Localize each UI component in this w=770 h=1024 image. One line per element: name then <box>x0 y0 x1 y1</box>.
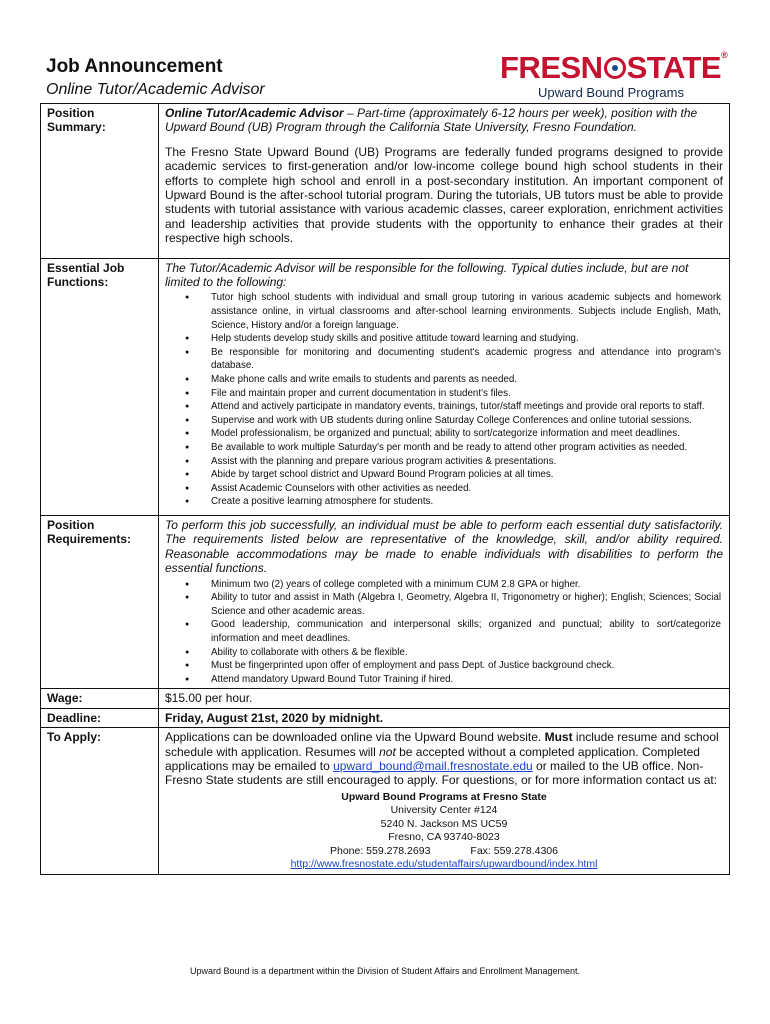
registered-mark: ® <box>721 50 728 60</box>
deadline-row <box>41 708 730 727</box>
apply-text: Applications can be downloaded online via the Upward Bound website. <box>164 730 545 745</box>
logo-subtitle: Upward Bound Programs <box>538 85 684 100</box>
list-item: ● Attend mandatory Upward Bound Tutor Training if hired. <box>211 673 723 687</box>
apply-text: be accepted without a completed application. Completed applications may be emailed to <box>164 744 700 773</box>
summary-content <box>158 104 729 259</box>
contact-org: Upward Bound Programs at Fresno State <box>341 790 547 803</box>
logo-wordmark <box>500 50 727 86</box>
contact-phone-fax <box>165 845 723 859</box>
page-title: Job Announcement <box>46 56 223 77</box>
contact-address-2: 5240 N. Jackson MS UC59 <box>380 817 508 830</box>
fresno-state-logo <box>500 50 740 102</box>
document-header <box>40 50 740 106</box>
wage-label: Wage: <box>41 689 159 708</box>
summary-paragraph: The Fresno State Upward Bound (UB) Programs are federally funded programs designed to provide academic services to first-generation and/or low-income college bound high school students in their efforts to complete high school and enroll in a post-secondary institution. An important component of Upward Bound is the after-school tutorial program. During the tutorials, UB tutors must be able to provide students with tutorial assistance with various academic classes, career exploration, enrichment activities and leadership activities that provide students with the opportunity to enhance their grades at their respective high schools. <box>164 144 723 246</box>
requirements-intro: To perform this job successfully, an individual must be able to perform each essential duty satisfactorily. The requirements listed below are representative of the knowledge, skill, and/or ability required. Reasonable accommodations may be made to enable individuals with disabilities to perform the essential functions. <box>164 517 723 576</box>
summary-intro-text: – Part-time (approximately 6-12 hours per week), position with the Upward Bound (UB) Program through the California State University, Fresno Foundation. <box>164 106 698 135</box>
list-item: ● Be responsible for monitoring and documenting student's academic progress and attendance into program's database. <box>211 346 723 373</box>
contact-address-1: University Center #124 <box>390 804 498 817</box>
summary-row <box>41 104 730 259</box>
list-item: ● Create a positive learning atmosphere for students. <box>211 495 723 509</box>
apply-text: include resume and school schedule with application. Resumes will <box>164 730 719 759</box>
functions-label: Essential Job Functions: <box>41 258 159 515</box>
list-item: ● Tutor high school students with individual and small group tutoring in various academic subjects and homework assistance online, in virtual classrooms and after-school learning environments. Subjects include English, Math, Science, History and/or a foreign language. <box>211 291 723 332</box>
requirements-label: Position Requirements: <box>41 515 159 688</box>
list-item: ● Abide by target school district and Upward Bound Program policies at all times. <box>211 468 723 482</box>
email-link[interactable]: upward_bound@mail.fresnostate.edu <box>333 758 533 773</box>
requirements-row <box>41 515 730 688</box>
apply-label: To Apply: <box>41 728 159 875</box>
apply-content <box>158 728 729 875</box>
functions-row <box>41 258 730 515</box>
list-item: ● Help students develop study skills and positive attitude toward learning and studying. <box>211 332 723 346</box>
list-item: ● Must be fingerprinted upon offer of employment and pass Dept. of Justice background check. <box>211 659 723 673</box>
list-item: ● Make phone calls and write emails to students and parents as needed. <box>211 373 723 387</box>
requirements-list <box>165 578 723 687</box>
deadline-label: Deadline: <box>41 708 159 727</box>
contact-url-line <box>165 858 723 872</box>
list-item: ● Assist Academic Counselors with other activities as needed. <box>211 482 723 496</box>
page-subtitle: Online Tutor/Academic Advisor <box>46 81 265 98</box>
list-item: ● Good leadership, communication and interpersonal skills; organized and punctual; ability to sort/categorize information and meet deadlines. <box>211 618 723 645</box>
requirements-content <box>158 515 729 688</box>
apply-must: Must <box>544 730 573 745</box>
logo-text-left: FRESN <box>500 50 603 85</box>
list-item: ● Ability to collaborate with others & be flexible. <box>211 646 723 660</box>
contact-phone: Phone: 559.278.2693 <box>329 844 431 857</box>
wage-value: $15.00 per hour. <box>158 689 729 708</box>
summary-intro-title: Online Tutor/Academic Advisor <box>164 106 344 120</box>
contact-block <box>165 791 723 872</box>
functions-intro: The Tutor/Academic Advisor will be responsible for the following. Typical duties include, but are not limited to the following: <box>164 260 689 290</box>
apply-text: or mailed to the UB office. Non-Fresno State students are still encouraged to apply. For questions, or for more information contact us at: <box>164 758 718 788</box>
functions-content <box>158 258 729 515</box>
apply-instructions <box>165 730 723 788</box>
list-item: ● Be available to work multiple Saturday's per month and be ready to attend other program activities as needed. <box>211 441 723 455</box>
contact-fax: Fax: 559.278.4306 <box>470 844 558 857</box>
functions-list <box>165 291 723 509</box>
list-item: ● Model professionalism, be organized and punctual; ability to sort/categorize information and meet deadlines. <box>211 427 723 441</box>
job-details-table <box>40 103 730 875</box>
list-item: ● Supervise and work with UB students during online Saturday College Conferences and online tutorial sessions. <box>211 414 723 428</box>
apply-row <box>41 728 730 875</box>
apply-not: not <box>379 744 396 759</box>
website-link[interactable]: http://www.fresnostate.edu/studentaffairs/upwardbound/index.html <box>290 858 598 871</box>
list-item: ● Ability to tutor and assist in Math (Algebra I, Geometry, Algebra II, Trigonometry or higher); English; Sciences; Social Science and other academic areas. <box>211 591 723 618</box>
list-item: ● Assist with the planning and prepare various program activities & presentations. <box>211 455 723 469</box>
list-item: ● Minimum two (2) years of college completed with a minimum CUM 2.8 GPA or higher. <box>211 578 723 592</box>
logo-text-right: STATE <box>626 50 722 85</box>
summary-label: Position Summary: <box>41 104 159 259</box>
contact-address-3: Fresno, CA 93740-8023 <box>388 831 500 844</box>
summary-intro <box>165 106 723 135</box>
deadline-value: Friday, August 21st, 2020 by midnight. <box>158 708 729 727</box>
list-item: ● File and maintain proper and current documentation in student's files. <box>211 387 723 401</box>
footer-note: Upward Bound is a department within the Division of Student Affairs and Enrollment Management. <box>189 966 581 976</box>
wage-row <box>41 689 730 708</box>
list-item: ● Attend and actively participate in mandatory events, trainings, tutor/staff meetings and provide oral reports to staff. <box>211 400 723 414</box>
paw-icon <box>604 57 626 79</box>
